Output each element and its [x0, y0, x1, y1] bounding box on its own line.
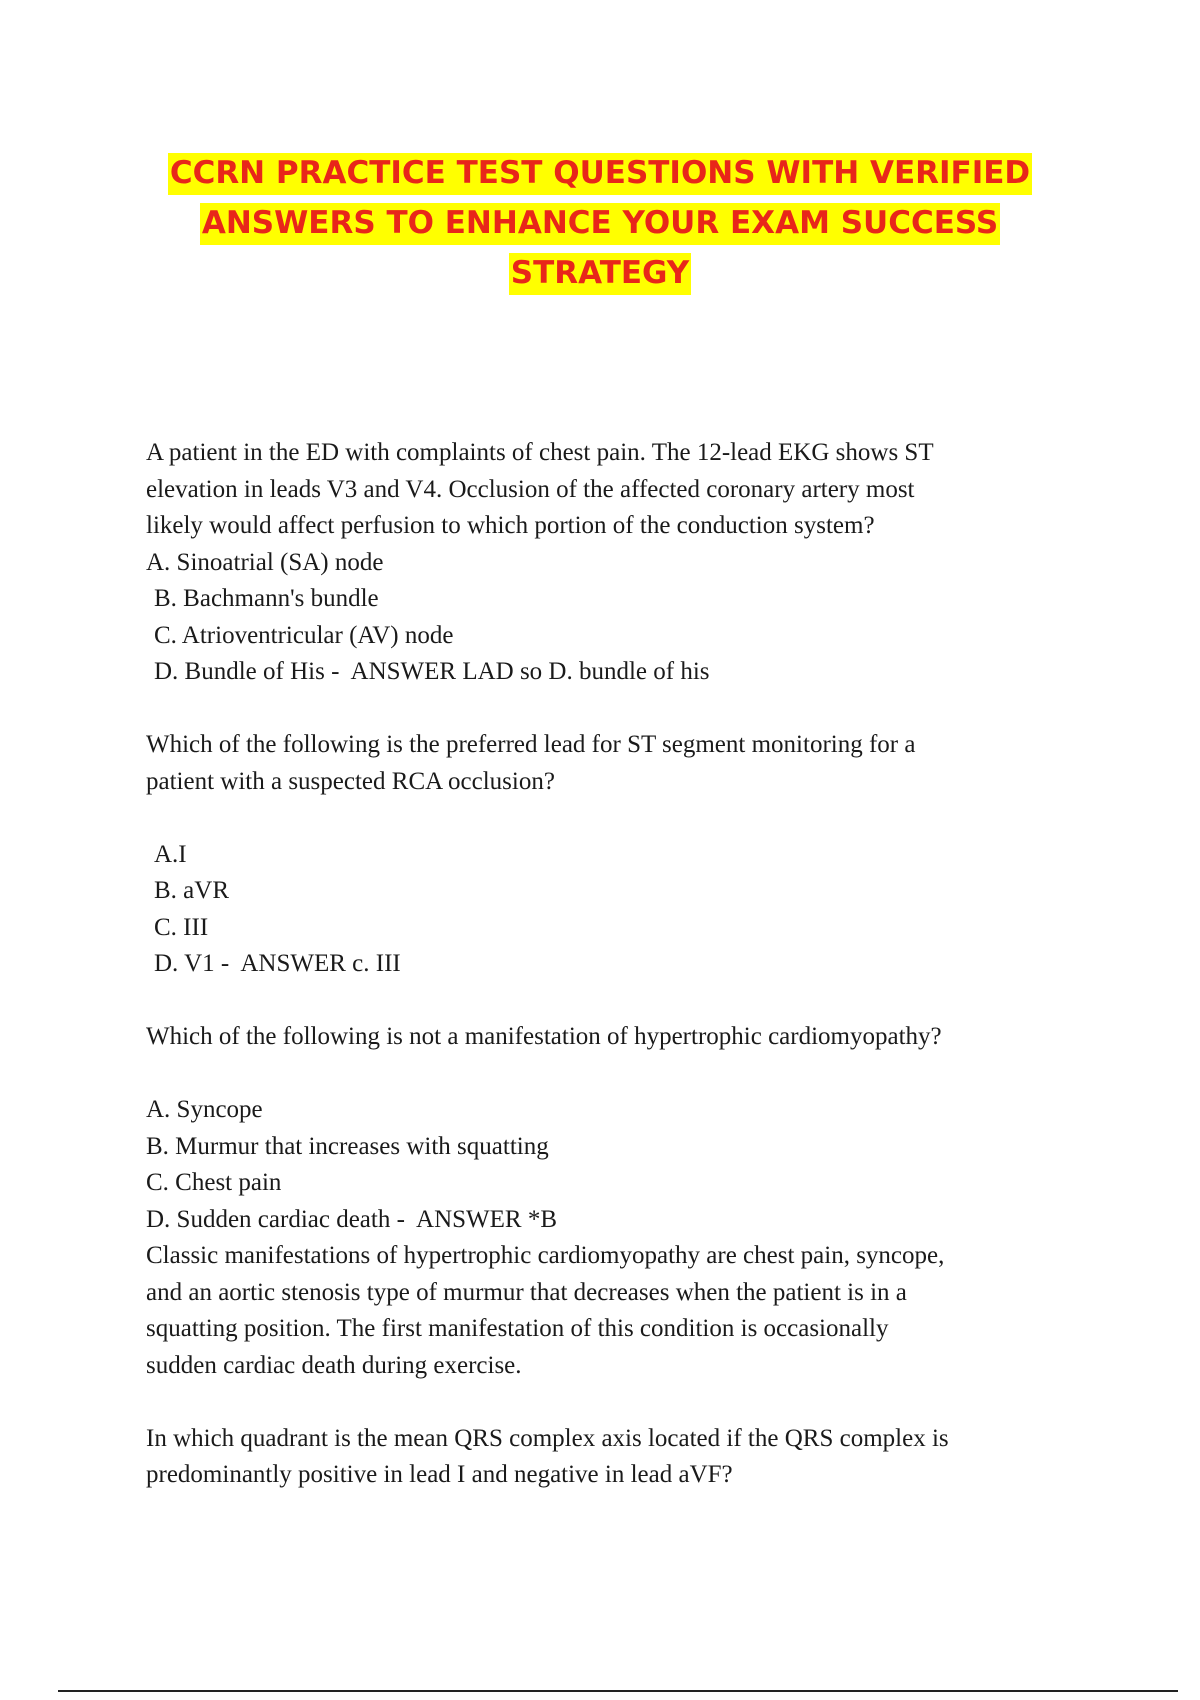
question-3-explanation-line: sudden cardiac death during exercise.: [146, 1351, 522, 1379]
document-title: [0, 148, 1200, 298]
question-4: [146, 1421, 1076, 1494]
question-1-option-c: C. Atrioventricular (AV) node: [154, 621, 454, 649]
question-4-stem-line: In which quadrant is the mean QRS complex axis located if the QRS complex is: [146, 1424, 949, 1452]
question-1-stem-line: A patient in the ED with complaints of chest pain. The 12-lead EKG shows ST: [146, 439, 934, 466]
question-3-option-c: C. Chest pain: [146, 1169, 282, 1196]
question-3-explanation-line: and an aortic stenosis type of murmur that decreases when the patient is in a: [146, 1278, 907, 1306]
question-3-explanation-line: Classic manifestations of hypertrophic cardiomyopathy are chest pain, syncope,: [146, 1242, 945, 1269]
question-2-option-b: B. aVR: [154, 877, 229, 904]
question-2: [146, 727, 1076, 983]
question-1-stem-line: likely would affect perfusion to which portion of the conduction system?: [146, 512, 875, 539]
title-line-3: STRATEGY: [0, 248, 1200, 298]
question-3: [146, 1019, 1076, 1384]
question-2-option-a: A.I: [154, 840, 187, 868]
page-bottom-rule: [58, 1690, 1178, 1692]
question-3-option-d-answer: D. Sudden cardiac death - ANSWER *B: [146, 1205, 558, 1233]
question-3-option-b: B. Murmur that increases with squatting: [146, 1132, 549, 1160]
question-2-stem-line: Which of the following is the preferred lead for ST segment monitoring for a: [146, 731, 916, 758]
question-1-stem-line: elevation in leads V3 and V4. Occlusion of the affected coronary artery most: [146, 475, 915, 503]
question-2-option-d-answer: D. V1 - ANSWER c. III: [154, 950, 401, 977]
spacer: [146, 691, 1076, 728]
question-1: [146, 435, 1076, 691]
spacer: [146, 1384, 1076, 1421]
question-1-option-d-answer: D. Bundle of His - ANSWER LAD so D. bundle of his: [154, 658, 710, 685]
title-line-1: CCRN PRACTICE TEST QUESTIONS WITH VERIFIED: [0, 148, 1200, 198]
spacer: [146, 1056, 1076, 1093]
spacer: [146, 800, 1076, 837]
spacer: [146, 983, 1076, 1020]
question-3-stem-line: Which of the following is not a manifestation of hypertrophic cardiomyopathy?: [146, 1023, 942, 1050]
question-1-option-b: B. Bachmann's bundle: [154, 585, 379, 612]
question-3-option-a: A. Syncope: [146, 1096, 263, 1123]
question-2-option-c: C. III: [154, 913, 209, 941]
questions-body: [146, 435, 1076, 1494]
title-line-2: ANSWERS TO ENHANCE YOUR EXAM SUCCESS: [0, 198, 1200, 248]
question-3-explanation-line: squatting position. The first manifestation of this condition is occasionally: [146, 1315, 889, 1342]
question-2-stem-line: patient with a suspected RCA occlusion?: [146, 767, 555, 795]
question-1-option-a: A. Sinoatrial (SA) node: [146, 548, 384, 576]
question-4-stem-line: predominantly positive in lead I and negative in lead aVF?: [146, 1461, 733, 1488]
